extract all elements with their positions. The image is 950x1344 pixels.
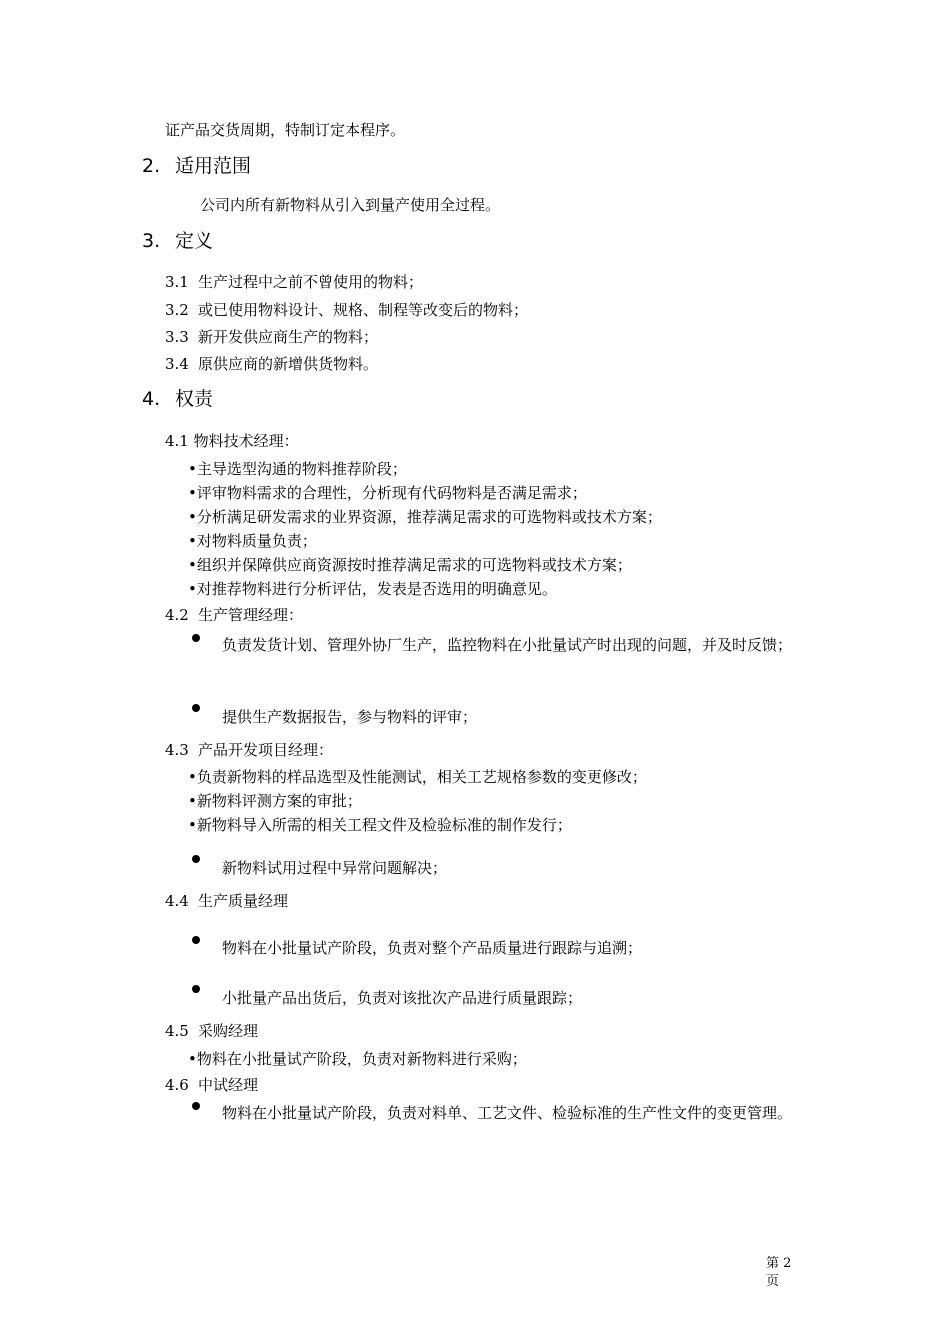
item-number: 3.3 [165,328,189,346]
bullet-item: 新物料试用过程中异常问题解决； [222,859,448,877]
bullet-item: •负责新物料的样品选型及性能测试，相关工艺规格参数的变更修改； [188,768,647,786]
role-4-6-label [165,1075,258,1095]
role-4-3-label [165,740,333,760]
bullet-item: •评审物料需求的合理性，分析现有代码物料是否满足需求； [188,484,587,502]
role-label: 采购经理 [198,1022,259,1040]
item-number: 3.1 [165,273,189,291]
definition-item [165,272,423,292]
item-number: 4.4 [165,892,189,910]
role-label: 中试经理 [198,1076,259,1094]
section-title: 适用范围 [175,155,252,177]
section-3-heading [142,229,213,253]
bullet-item: •新物料评测方案的审批； [188,792,362,810]
section-title: 权责 [175,388,214,410]
bullet-item: 负责发货计划、管理外协厂生产，监控物料在小批量试产时出现的问题，并及时反馈； [222,636,793,654]
bullet-item: 提供生产数据报告，参与物料的评审； [222,708,478,726]
bullet-dot-icon [192,1102,200,1110]
bullet-dot-icon [192,985,200,993]
bullet-item: •组织并保障供应商资源按时推荐满足需求的可选物料或技术方案； [188,556,632,574]
definition-item [165,300,528,320]
section-number: 4. [142,388,161,410]
role-label: 生产质量经理 [198,892,289,910]
intro-text: 证产品交货周期，特制订定本程序。 [165,121,406,139]
role-4-4-label [165,891,288,911]
bullet-item: 小批量产品出货后，负责对该批次产品进行质量跟踪； [222,989,583,1007]
section-number: 3. [142,230,161,252]
definition-item [165,354,378,374]
bullet-item: •对推荐物料进行分析评估，发表是否选用的明确意见。 [188,580,557,598]
section-4-heading [142,387,213,411]
bullet-dot-icon [192,634,200,642]
item-number: 4.6 [165,1076,189,1094]
section-title: 定义 [175,230,214,252]
bullet-item: 物料在小批量试产阶段，负责对料单、工艺文件、检验标准的生产性文件的变更管理。 [222,1104,793,1122]
section-2-heading [142,154,251,178]
page-number-line: 第 2 [766,1256,792,1271]
role-4-2-label [165,605,303,625]
item-number: 3.2 [165,301,189,319]
item-text: 原供应商的新增供货物料。 [198,355,379,373]
role-label: 生产管理经理： [198,606,304,624]
section-number: 2. [142,155,161,177]
page-number-line: 页 [766,1274,780,1289]
item-text: 新开发供应商生产的物料； [198,328,379,346]
role-4-5-label [165,1021,258,1041]
item-number: 4.5 [165,1022,189,1040]
bullet-item: •主导选型沟通的物料推荐阶段； [188,460,407,478]
bullet-item: •分析满足研发需求的业界资源，推荐满足需求的可选物料或技术方案； [188,508,662,526]
item-number: 4.3 [165,741,189,759]
bullet-item: •新物料导入所需的相关工程文件及检验标准的制作发行； [188,816,572,834]
role-label: 产品开发项目经理： [198,741,334,759]
bullet-item: 物料在小批量试产阶段，负责对整个产品质量进行跟踪与追溯； [222,939,643,957]
role-4-1-label: 4.1 物料技术经理： [165,432,299,450]
bullet-dot-icon [192,855,200,863]
bullet-dot-icon [192,936,200,944]
item-number: 3.4 [165,355,189,373]
item-number: 4.2 [165,606,189,624]
bullet-dot-icon [192,704,200,712]
bullet-item: •对物料质量负责； [188,532,317,550]
definition-item [165,327,378,347]
section-2-text: 公司内所有新物料从引入到量产使用全过程。 [200,196,501,214]
item-text: 或已使用物料设计、规格、制程等改变后的物料； [198,301,529,319]
page-number [766,1255,791,1291]
bullet-item: •物料在小批量试产阶段，负责对新物料进行采购； [188,1050,527,1068]
item-text: 生产过程中之前不曾使用的物料； [198,273,424,291]
